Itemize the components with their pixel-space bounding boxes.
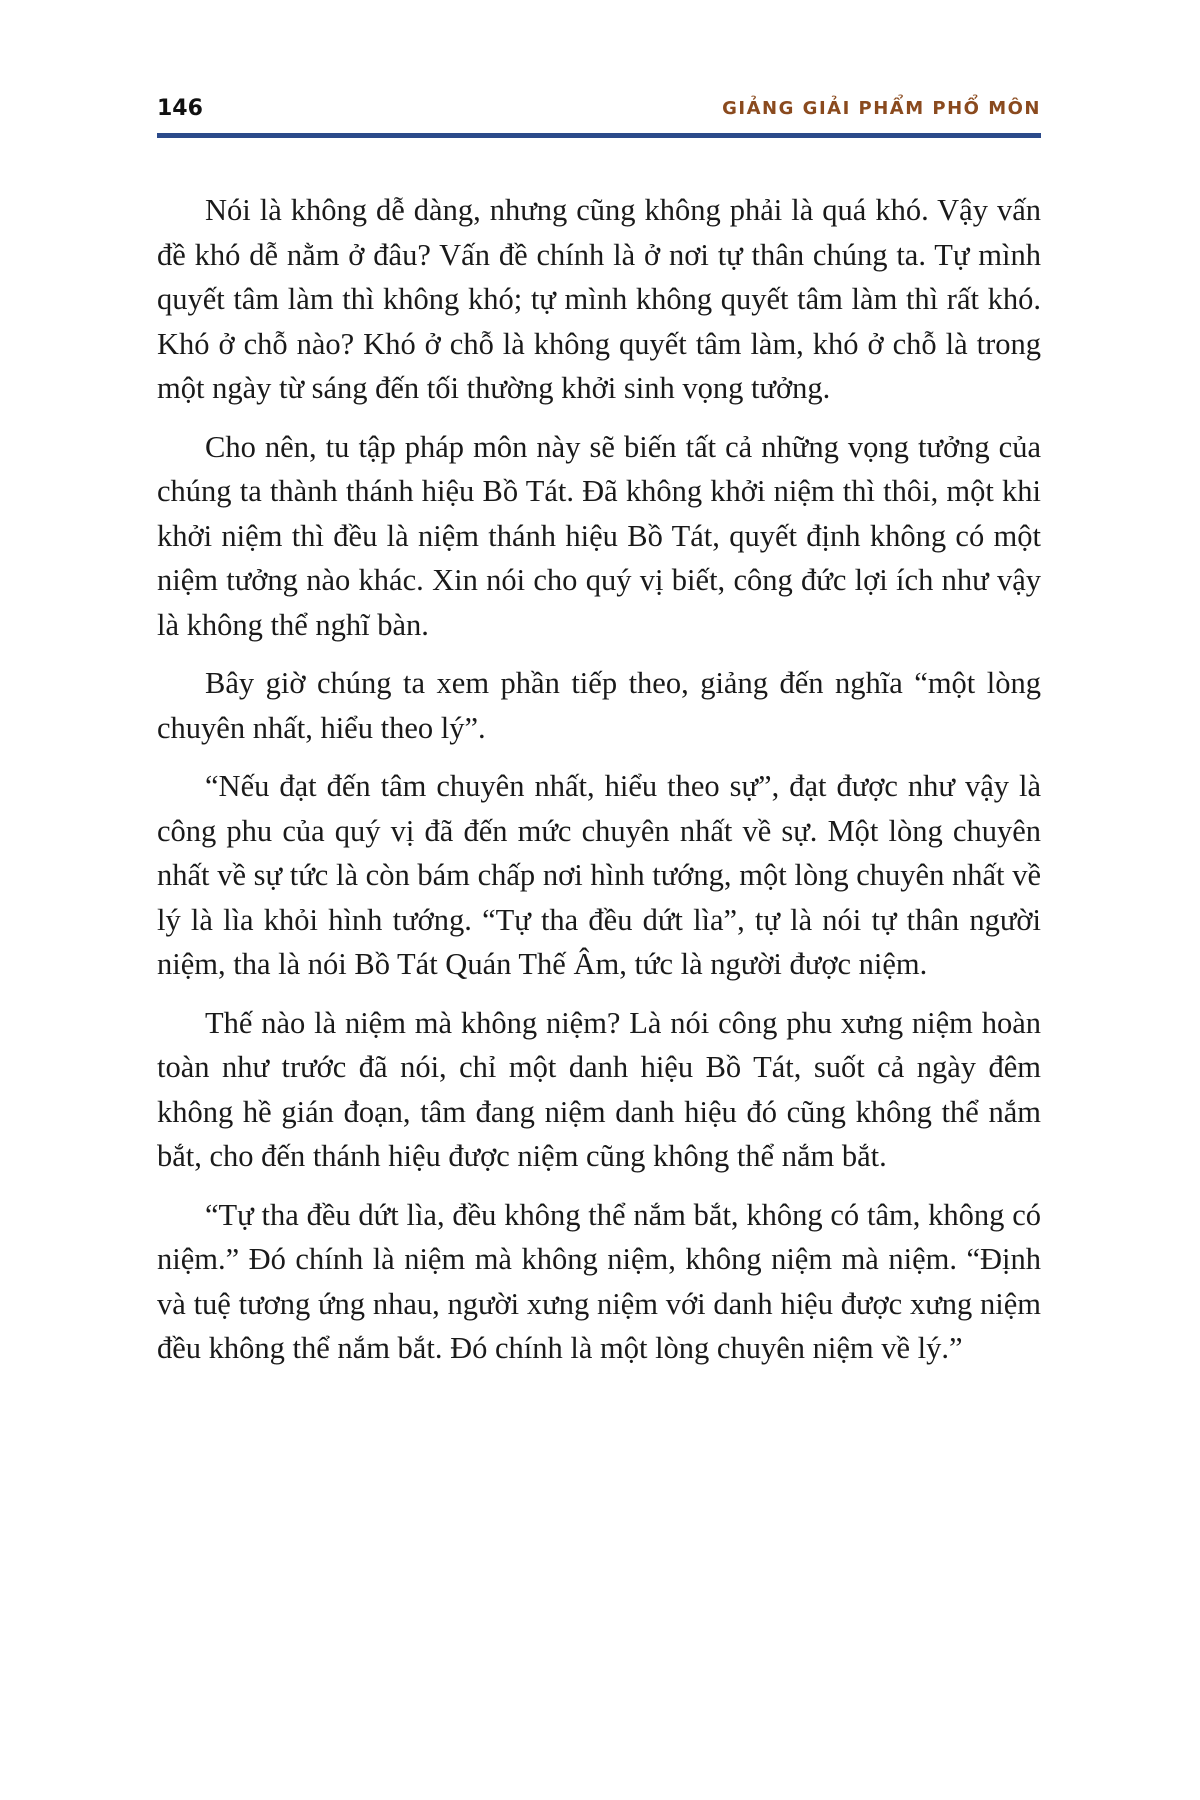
page-header bbox=[157, 92, 1041, 132]
page-number: 146 bbox=[157, 96, 203, 121]
paragraph: “Nếu đạt đến tâm chuyên nhất, hiểu theo sự”, đạt được như vậy là công phu của quý vị đã đến mức chuyên nhất về sự. Một lòng chuyên nhất về sự tức là còn bám chấp nơi hình tướng, một lòng chuyên nhất về lý là lìa khỏi hình tướng. “Tự tha đều dứt lìa”, tự là nói tự thân người niệm, tha là nói Bồ Tát Quán Thế Âm, tức là người được niệm. bbox=[157, 769, 1041, 981]
paragraph: Nói là không dễ dàng, nhưng cũng không phải là quá khó. Vậy vấn đề khó dễ nằm ở đâu? Vấn đề chính là ở nơi tự thân chúng ta. Tự mình quyết tâm làm thì không khó; tự mình không quyết tâm làm thì rất khó. Khó ở chỗ nào? Khó ở chỗ là không quyết tâm làm, khó ở chỗ là trong một ngày từ sáng đến tối thường khởi sinh vọng tưởng. bbox=[157, 193, 1041, 405]
header-rule bbox=[157, 133, 1041, 138]
running-title: GIẢNG GIẢI PHẨM PHỔ MÔN bbox=[722, 98, 1041, 119]
paragraph: Thế nào là niệm mà không niệm? Là nói công phu xưng niệm hoàn toàn như trước đã nói, chỉ một danh hiệu Bồ Tát, suốt cả ngày đêm không hề gián đoạn, tâm đang niệm danh hiệu đó cũng không thể nắm bắt, cho đến thánh hiệu được niệm cũng không thể nắm bắt. bbox=[157, 1005, 1041, 1173]
paragraph: Cho nên, tu tập pháp môn này sẽ biến tất cả những vọng tưởng của chúng ta thành thánh hiệu Bồ Tát. Đã không khởi niệm thì thôi, một khi khởi niệm thì đều là niệm thánh hiệu Bồ Tát, quyết định không có một niệm tưởng nào khác. Xin nói cho quý vị biết, công đức lợi ích như vậy là không thể nghĩ bàn. bbox=[157, 429, 1041, 642]
body-text bbox=[157, 188, 1041, 1385]
paragraph: “Tự tha đều dứt lìa, đều không thể nắm bắt, không có tâm, không có niệm.” Đó chính là niệm mà không niệm, không niệm mà niệm. “Định và tuệ tương ứng nhau, người xưng niệm với danh hiệu được xưng niệm đều không thể nắm bắt. Đó chính là một lòng chuyên niệm về lý.” bbox=[157, 1197, 1041, 1365]
paragraph: Bây giờ chúng ta xem phần tiếp theo, giảng đến nghĩa “một lòng chuyên nhất, hiểu theo lý”. bbox=[157, 666, 1041, 745]
